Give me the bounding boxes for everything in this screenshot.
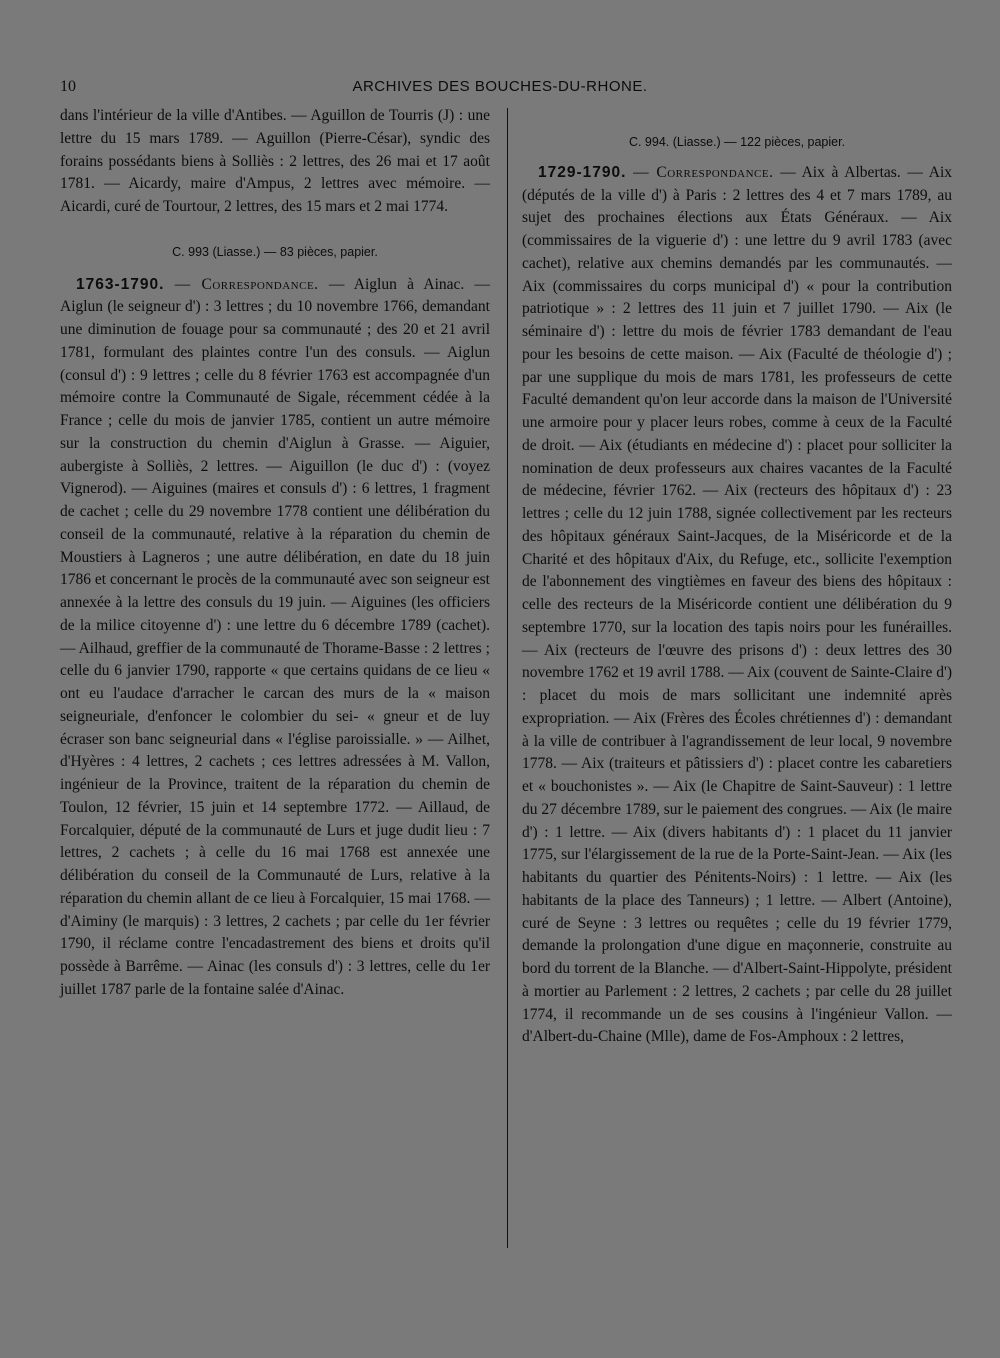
entry-heading: — Correspondance. — [633, 163, 774, 181]
column-divider — [507, 108, 508, 1248]
entry-heading: — Correspondance. — [174, 275, 319, 293]
entry-paragraph — [522, 162, 952, 1049]
entry-paragraph — [60, 274, 490, 1002]
running-title: ARCHIVES DES BOUCHES-DU-RHONE. — [352, 78, 648, 95]
entry-text: — Aiglun à Ainac. — Aiglun (le seigneur d') : 3 lettres ; du 10 novembre 1766, demandant une diminution de fouage pour sa communauté ; des 20 et 21 avril 1781, formulant des plaintes contre l'un des consuls. — Aiglun (consul d') : 9 lettres ; celle du 8 février 1763 est accompagnée d'un mémoire contre la Communauté de Sigale, récemment cédée à la France ; celle du mois de janvier 1785, contient un autre mémoire sur la construction du chemin d'Aiglun à Grasse. — Aiguier, aubergiste à Solliès, 2 lettres. — Aiguillon (le duc d') : (voyez Vignerod). — Aiguines (maires et consuls d') : 6 lettres, 1 fragment de cachet ; celle du 29 novembre 1778 contient une délibération du conseil de la communauté, relative à la réparation du chemin de Moustiers à Lagneros ; une autre délibération, en date du 18 juin 1786 et concernant le procès de la communauté avec son seigneur est annexée à la lettre des consuls du 19 juin. — Aiguines (les officiers de la milice citoyenne d') : une lettre du 6 décembre 1789 (cachet). — Ailhaud, greffier de la communauté de Thorame-Basse : 2 lettres ; celle du 6 janvier 1790, rapporte « que certains quidans de ce lieu « ont eu l'audace d'arracher le carcan des murs de la « maison seigneuriale, d'enfoncer le colombier du sei- « gneur et de luy écraser son banc seigneurial dans « l'église paroissialle. » — Ailhet, d'Hyères : 4 lettres, 2 cachets ; ces lettres adressées à M. Vallon, ingénieur de la Province, traitent de la réparation du chemin de Toulon, 12 février, 15 juin et 14 septembre 1772. — Aillaud, de Forcalquier, député de la communauté de Lurs et juge dudit lieu : 7 lettres, 2 cachets ; à celle du 16 mai 1768 est annexée une délibération du conseil de la Communauté de Lurs, relative à la réparation du chemin allant de ce lieu à Forcalquier, 15 mai 1768. — d'Aiminy (le marquis) : 3 lettres, 2 cachets ; par celle du 1er février 1790, il réclame contre l'encadastrement des biens et droits qu'il possède à Barrême. — Ainac (les consuls d') : 3 lettres, celle du 1er juillet 1787 parle de la fontaine salée d'Ainac. — [60, 275, 491, 998]
left-column — [60, 105, 490, 1002]
page-number: 10 — [60, 78, 76, 95]
continuation-paragraph: dans l'intérieur de la ville d'Antibes. — Aguillon de Tourris (J) : une lettre du 15 mars 1789. — Aguillon (Pierre-César), syndic des forains possédants biens à Solliès : 2 lettres, des 26 mai et 17 août 1781. — Aicardy, maire d'Ampus, 2 lettres avec mémoire. — Aicardi, curé de Tourtour, 2 lettres, des 15 mars et 2 mai 1774. — [60, 107, 490, 215]
right-column — [522, 105, 952, 1049]
liasse-caption: C. 994. (Liasse.) — 122 pièces, papier. — [628, 135, 846, 149]
entry-date: 1729-1790. — [538, 163, 627, 181]
liasse-caption: C. 993 (Liasse.) — 83 pièces, papier. — [172, 244, 378, 259]
entry-text: — Aix à Albertas. — Aix (députés de la ville d') à Paris : 2 lettres des 4 et 7 mars 1789, au sujet des prochaines élections aux États Généraux. — Aix (commissaires de la viguerie d') : une lettre du 9 avril 1783 (avec cachet), relative aux chemins demandés par les communautés. — Aix (commissaires du corps municipal d') « pour la contribution patriotique » : 2 lettres des 11 juin et 7 juillet 1790. — Aix (le séminaire d') : lettre du mois de février 1783 demandant de l'eau pour les besoins de cette maison. — Aix (Faculté de théologie d') ; par une supplique du mois de mars 1781, les professeurs de cette Faculté demandent qu'on leur accorde dans la maison de l'Université une armoire pour y placer leurs robes, comme à ceux de la Faculté de droit. — Aix (étudiants en médecine d') : placet pour solliciter la nomination de deux professeurs aux chaires vacantes de la Faculté de médecine, février 1762. — Aix (recteurs des hôpitaux d') : 23 lettres ; celle du 12 juin 1788, signée collectivement par les recteurs des hôpitaux généraux Saint-Jacques, de la Miséricorde et de la Charité et des hôpitaux d'Aix, du Refuge, etc., sollicite l'exemption de l'abonnement des vingtièmes en faveur des biens des hôpitaux : celle des recteurs de la Miséricorde contient une délibération du 9 septembre 1770, sur la location des tapis noirs pour les funérailles. — Aix (recteurs de l'œuvre des prisons d') : deux lettres des 30 novembre 1762 et 19 avril 1788. — Aix (couvent de Sainte-Claire d') : placet du mois de mars sollicitant une indemnité après expropriation. — Aix (Frères des Écoles chrétiennes d') : demandant à la ville de contribuer à l'agrandissement de leur local, 9 novembre 1778. — Aix (traiteurs et pâtissiers d') : placet contre les cabaretiers et « bouchonistes ». — Aix (le Chapitre de Saint-Sauveur) : 1 lettre du 27 décembre 1789, sur le paiement des congrues. — Aix (le maire d') : 1 lettre. — Aix (divers habitants d') : 1 placet du 11 janvier 1775, sur l'élargissement de la rue de la Porte-Saint-Jean. — Aix (les habitants du quartier des Pénitents-Noirs) : 1 lettre. — Aix (les habitants de la place des Tanneurs) ; 1 lettre. — Albert (Antoine), curé de Seyne : 3 lettres ou requêtes ; celle du 19 février 1779, demande la prolongation d'une digue en maçonnerie, construite au bord du torrent de la Blanche. — d'Albert-Saint-Hippolyte, président à mortier au Parlement : 2 lettres, 2 cachets ; par celle du 28 juillet 1774, il recommande un de ses cousins à l'ingénieur Vallon. — d'Albert-du-Chaine (Mlle), dame de Fos-Amphoux : 2 lettres, — [522, 163, 953, 1046]
entry-date: 1763-1790. — [76, 275, 165, 293]
